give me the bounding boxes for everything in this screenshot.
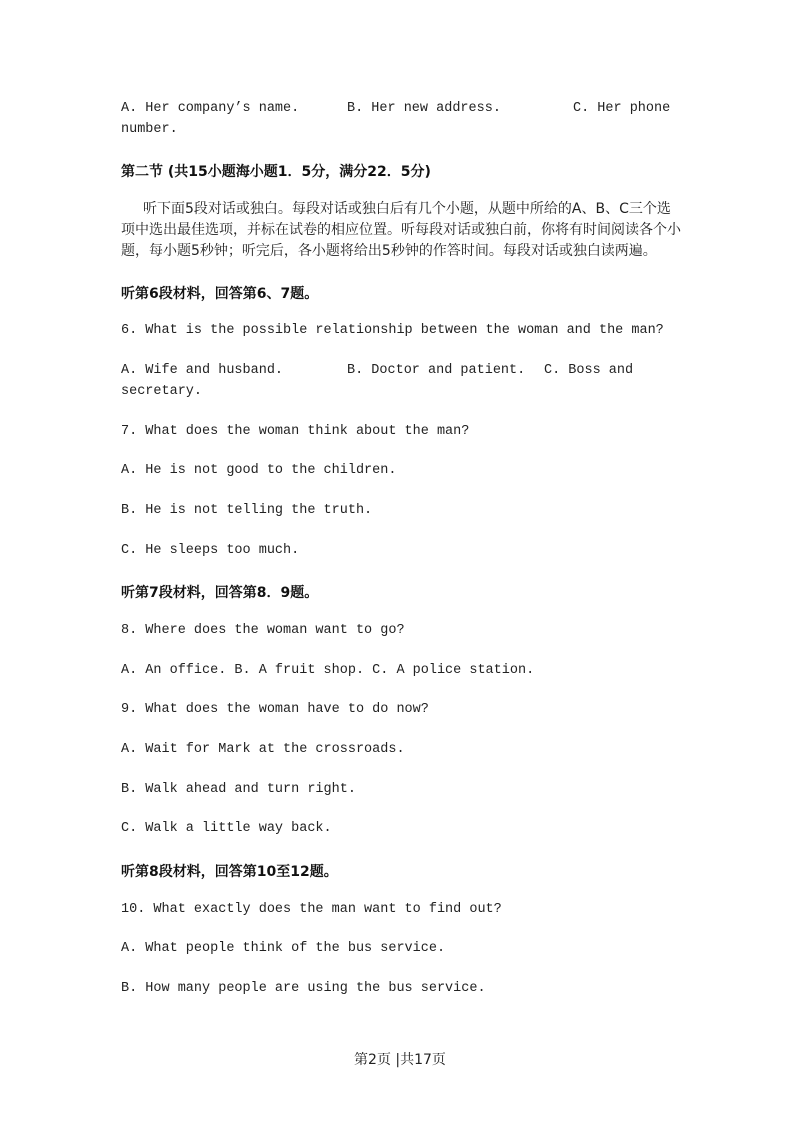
q5-option-b: B. Her new address. [347, 101, 501, 116]
q9-option-c: C. Walk a little way back. [121, 821, 332, 836]
q6-option-a: A. Wife and husband. [121, 363, 284, 378]
q5-option-c: C. Her phone [573, 101, 671, 116]
instructions-paragraph [121, 199, 681, 262]
page-footer: 第2页 |共17页 [354, 1052, 446, 1068]
part8-heading: 听第8段材料，回答第10至12题。 [121, 864, 338, 880]
part7-heading: 听第7段材料，回答第8．9题。 [121, 585, 319, 601]
q9-option-a: A. Wait for Mark at the crossroads. [121, 742, 405, 757]
q5-option-a: A. Her company’s name. [121, 101, 300, 116]
instructions-text: 听下面5段对话或独白。每段对话或独白后有几个小题，从题中所给的A、B、C三个选项中选出最佳选项，并标在试卷的相应位置。听每段对话或独白前，你将有时间阅读各个小题，每小题5秒钟；听完后，各小题将给出5秒钟的作答时间。每段对话或独白读两遍。 [121, 201, 681, 259]
q6-question: 6. What is the possible relationship between the woman and the man? [121, 323, 664, 338]
q7-option-b: B. He is not telling the truth. [121, 503, 373, 518]
q10-question: 10. What exactly does the man want to find out? [121, 902, 502, 917]
q9-question: 9. What does the woman have to do now? [121, 702, 429, 717]
q8-options: A. An office. B. A fruit shop. C. A police station. [121, 663, 535, 678]
q5-option-c-continued: number. [121, 122, 178, 137]
q8-question: 8. Where does the woman want to go? [121, 623, 405, 638]
q10-option-a: A. What people think of the bus service. [121, 941, 446, 956]
q6-option-c: C. Boss and [544, 363, 634, 378]
q6-option-b: B. Doctor and patient. [347, 363, 526, 378]
q10-option-b: B. How many people are using the bus service. [121, 981, 486, 996]
q7-question: 7. What does the woman think about the man? [121, 424, 470, 439]
section-heading: 第二节 (共15小题海小题1．5分，满分22．5分) [121, 164, 431, 180]
q9-option-b: B. Walk ahead and turn right. [121, 782, 356, 797]
q6-option-c-continued: secretary. [121, 384, 203, 399]
q7-option-a: A. He is not good to the children. [121, 463, 397, 478]
q7-option-c: C. He sleeps too much. [121, 543, 300, 558]
part6-heading: 听第6段材料，回答第6、7题。 [121, 286, 319, 302]
